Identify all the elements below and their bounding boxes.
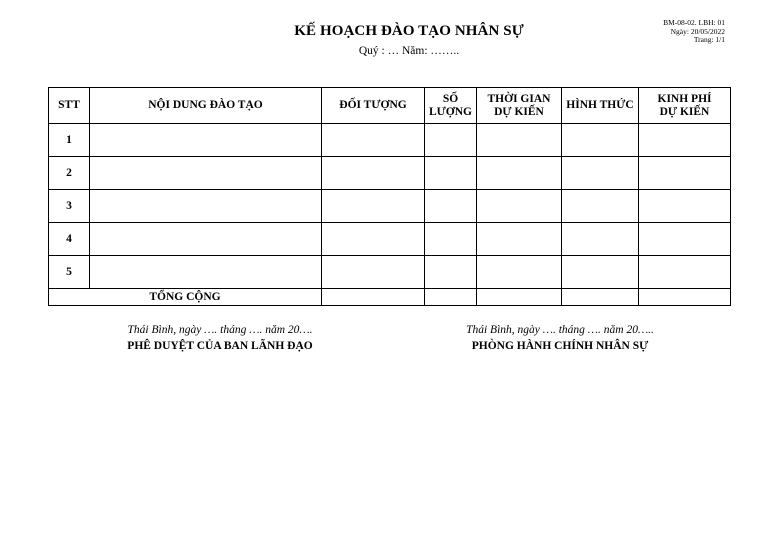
cell-content[interactable] — [90, 223, 322, 256]
header-cost: KINH PHÍ DỰ KIẾN — [639, 88, 731, 124]
table-row — [49, 223, 731, 256]
header-content: NỘI DUNG ĐÀO TẠO — [90, 88, 322, 124]
cell-quantity[interactable] — [425, 256, 477, 289]
cell-cost[interactable] — [639, 190, 731, 223]
hr-place-date: Thái Bình, ngày …. tháng …. năm 20….. — [466, 324, 654, 336]
row-number: 2 — [49, 157, 90, 190]
cell-form[interactable] — [562, 157, 639, 190]
cell-cost[interactable] — [639, 124, 731, 157]
row-number: 4 — [49, 223, 90, 256]
row-number: 5 — [49, 256, 90, 289]
approval-role: PHÊ DUYỆT CỦA BAN LÃNH ĐẠO — [127, 340, 313, 352]
total-time[interactable] — [477, 289, 562, 306]
cell-time[interactable] — [477, 256, 562, 289]
header-target: ĐỐI TƯỢNG — [322, 88, 425, 124]
header-form: HÌNH THỨC — [562, 88, 639, 124]
cell-form[interactable] — [562, 256, 639, 289]
cell-cost[interactable] — [639, 157, 731, 190]
total-quantity[interactable] — [425, 289, 477, 306]
form-code: BM-08-02. LBH: 01 — [663, 18, 725, 27]
form-date: Ngày: 20/05/2022 — [670, 26, 725, 36]
approval-signature-block — [100, 324, 340, 352]
cell-time[interactable] — [477, 157, 562, 190]
cell-quantity[interactable] — [425, 190, 477, 223]
training-plan-table — [48, 87, 731, 306]
cell-quantity[interactable] — [425, 157, 477, 190]
cell-quantity[interactable] — [425, 124, 477, 157]
row-number: 1 — [49, 124, 90, 157]
cell-quantity[interactable] — [425, 223, 477, 256]
total-cost[interactable] — [639, 289, 731, 306]
table-header-row — [49, 88, 731, 124]
cell-content[interactable] — [90, 256, 322, 289]
cell-form[interactable] — [562, 124, 639, 157]
cell-content[interactable] — [90, 124, 322, 157]
table-row — [49, 190, 731, 223]
cell-target[interactable] — [322, 256, 425, 289]
hr-role: PHÒNG HÀNH CHÍNH NHÂN SỰ — [471, 340, 649, 352]
header-quantity: SỐ LƯỢNG — [425, 88, 477, 124]
cell-target[interactable] — [322, 157, 425, 190]
cell-target[interactable] — [322, 190, 425, 223]
cell-target[interactable] — [322, 124, 425, 157]
header-stt: STT — [49, 88, 90, 124]
cell-cost[interactable] — [639, 256, 731, 289]
cell-form[interactable] — [562, 223, 639, 256]
cell-form[interactable] — [562, 190, 639, 223]
header-time: THỜI GIAN DỰ KIẾN — [477, 88, 562, 124]
approval-place-date: Thái Bình, ngày …. tháng …. năm 20…. — [127, 324, 313, 336]
total-row — [49, 289, 731, 306]
table-row — [49, 124, 731, 157]
total-form[interactable] — [562, 289, 639, 306]
page-title: KẾ HOẠCH ĐÀO TẠO NHÂN SỰ — [294, 23, 524, 39]
hr-signature-block — [440, 324, 680, 352]
cell-time[interactable] — [477, 190, 562, 223]
table-row — [49, 256, 731, 289]
total-label: TỔNG CỘNG — [49, 289, 322, 306]
page-number: Trang: 1/1 — [693, 35, 725, 45]
row-number: 3 — [49, 190, 90, 223]
cell-cost[interactable] — [639, 223, 731, 256]
table-row — [49, 157, 731, 190]
total-target[interactable] — [322, 289, 425, 306]
cell-target[interactable] — [322, 223, 425, 256]
page-subtitle: Quý : … Năm: …….. — [358, 45, 460, 57]
cell-content[interactable] — [90, 190, 322, 223]
cell-time[interactable] — [477, 124, 562, 157]
cell-time[interactable] — [477, 223, 562, 256]
cell-content[interactable] — [90, 157, 322, 190]
